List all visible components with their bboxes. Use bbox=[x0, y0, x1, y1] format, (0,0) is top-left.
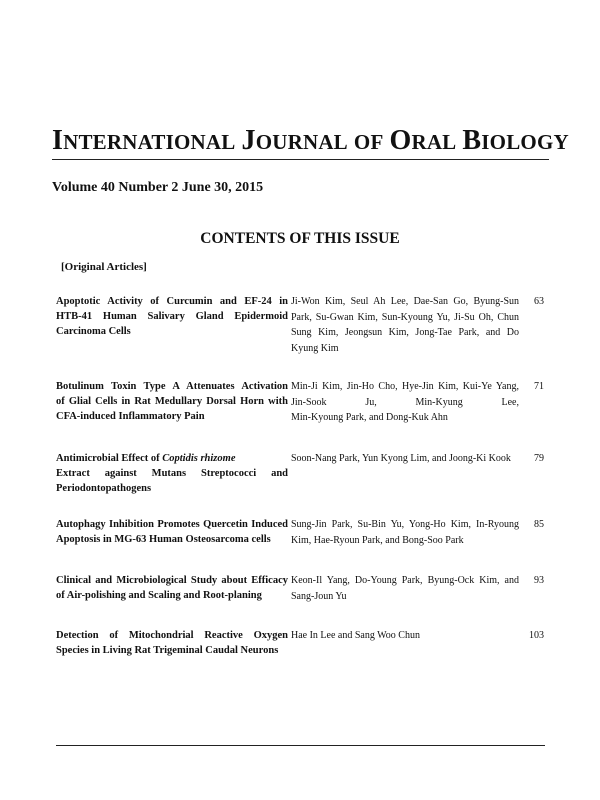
article-authors bbox=[291, 628, 519, 644]
article-author-line: Park, Su-Gwan Kim, Sun-Kyoung Yu, Ji-Su Oh, Chun bbox=[291, 311, 519, 323]
article-entry bbox=[56, 294, 550, 374]
section-label: [Original Articles] bbox=[61, 261, 147, 273]
journal-title-word bbox=[52, 125, 236, 156]
article-title-line: CFA-induced Inflammatory Pain bbox=[56, 411, 205, 422]
article-title[interactable] bbox=[56, 573, 288, 603]
article-page-number[interactable]: 93 bbox=[534, 575, 544, 586]
article-title[interactable] bbox=[56, 379, 288, 424]
article-page-number[interactable]: 85 bbox=[534, 519, 544, 530]
article-authors bbox=[291, 451, 519, 467]
journal-title-word bbox=[354, 129, 384, 155]
article-title[interactable] bbox=[56, 628, 288, 658]
article-authors bbox=[291, 379, 519, 426]
article-page-number[interactable]: 63 bbox=[534, 296, 544, 307]
article-title[interactable] bbox=[56, 451, 288, 496]
journal-title-word bbox=[389, 125, 457, 156]
article-author-line: Min-Ji Kim, Jin-Ho Cho, Hye-Jin Kim, Kui-Ye Yang, bbox=[291, 381, 519, 392]
article-title-line: Botulinum Toxin Type A Attenuates Activation bbox=[56, 381, 288, 392]
journal-title-rest: NTERNATIONAL bbox=[63, 130, 236, 154]
article-entry bbox=[56, 628, 550, 708]
article-author-line: Soon-Nang Park, Yun Kyong Lim, and Joong-Ki Kook bbox=[291, 453, 511, 464]
article-authors bbox=[291, 517, 519, 548]
title-rule bbox=[52, 159, 549, 160]
article-title-line: Extract against Mutans Streptococci and bbox=[56, 468, 288, 479]
article-author-line: Sung-Jin Park, Su-Bin Yu, Yong-Ho Kim, In-Ryoung bbox=[291, 519, 519, 530]
journal-title-initial: J bbox=[241, 125, 256, 156]
article-author-line: Jin-Sook Ju, Min-Kyung Lee, bbox=[291, 396, 519, 408]
journal-title-initial: O bbox=[389, 125, 412, 156]
article-title-line: HTB-41 Human Salivary Gland Epidermoid bbox=[56, 311, 288, 322]
journal-title-initial: I bbox=[52, 125, 64, 156]
journal-title-word bbox=[241, 125, 348, 156]
contents-heading: CONTENTS OF THIS ISSUE bbox=[200, 230, 400, 247]
journal-title-rest: OURNAL bbox=[255, 130, 348, 154]
article-author-line: Ji-Won Kim, Seul Ah Lee, Dae-San Go, Byung-Sun bbox=[291, 296, 519, 307]
article-author-line: Sung Kim, Jeongsun Kim, Jong-Tae Park, and Do bbox=[291, 327, 519, 338]
article-author-line: Kyung Kim bbox=[291, 342, 339, 354]
journal-title-rest: RAL bbox=[411, 130, 457, 154]
article-title-line: Detection of Mitochondrial Reactive Oxygen bbox=[56, 630, 288, 641]
journal-title-word bbox=[462, 125, 569, 156]
article-title-line: Apoptotic Activity of Curcumin and EF-24 in bbox=[56, 296, 288, 307]
article-title-italic: Coptidis rhizome bbox=[162, 453, 236, 464]
article-author-line: Sang-Joun Yu bbox=[291, 590, 347, 602]
article-title[interactable] bbox=[56, 517, 288, 547]
article-title-line bbox=[56, 451, 288, 466]
journal-title-rest: IOLOGY bbox=[481, 130, 569, 154]
article-title-line: Clinical and Microbiological Study about Efficacy bbox=[56, 575, 288, 586]
article-title-line: of Air-polishing and Scaling and Root-planing bbox=[56, 590, 262, 601]
article-author-line: Kim, Hae-Ryoun Park, and Bong-Soo Park bbox=[291, 534, 464, 546]
article-author-line: Hae In Lee and Sang Woo Chun bbox=[291, 630, 420, 641]
article-page-number[interactable]: 71 bbox=[534, 381, 544, 392]
article-title-line: Autophagy Inhibition Promotes Quercetin Induced bbox=[56, 519, 288, 530]
article-title-text: Antimicrobial Effect of bbox=[56, 453, 163, 464]
article-title-line: Apoptosis in MG-63 Human Osteosarcoma cells bbox=[56, 534, 271, 545]
bottom-rule bbox=[56, 745, 545, 746]
article-page-number[interactable]: 103 bbox=[529, 630, 544, 641]
article-author-line: Keon-Il Yang, Do-Young Park, Byung-Ock Kim, and bbox=[291, 575, 519, 586]
volume-line: Volume 40 Number 2 June 30, 2015 bbox=[52, 180, 264, 195]
article-author-line: Min-Kyoung Park, and Dong-Kuk Ahn bbox=[291, 412, 448, 423]
journal-title-initial: B bbox=[462, 125, 482, 156]
article-title-line: of Glial Cells in Rat Medullary Dorsal Horn with bbox=[56, 396, 288, 407]
article-title-line: Periodontopathogens bbox=[56, 483, 152, 494]
article-authors bbox=[291, 573, 519, 604]
journal-title-rest: OF bbox=[353, 130, 384, 154]
article-title[interactable] bbox=[56, 294, 288, 339]
article-title-line: Species in Living Rat Trigeminal Caudal Neurons bbox=[56, 645, 279, 656]
article-entry bbox=[56, 379, 550, 459]
article-page-number[interactable]: 79 bbox=[534, 453, 544, 464]
article-authors bbox=[291, 294, 519, 356]
article-title-line: Carcinoma Cells bbox=[56, 326, 131, 337]
journal-title bbox=[52, 125, 569, 157]
